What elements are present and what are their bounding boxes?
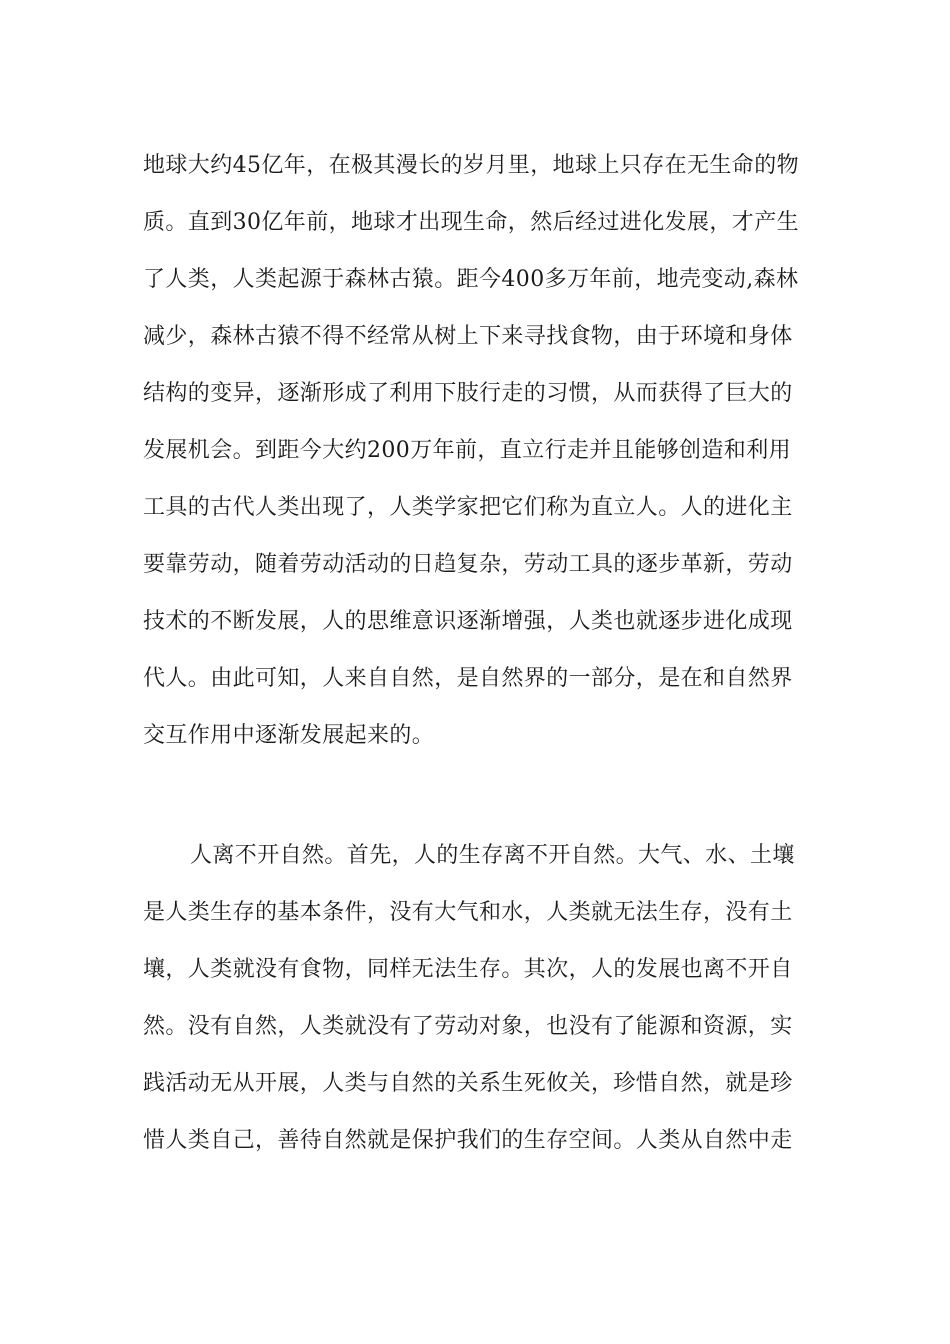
text-line: 质。直到30亿年前，地球才出现生命，然后经过进化发展，才产生 [143, 210, 799, 235]
text-line: 代人。由此可知，人来自自然，是自然界的一部分，是在和自然界 [143, 666, 793, 691]
text-line: 要靠劳动，随着劳动活动的日趋复杂，劳动工具的逐步革新，劳动 [143, 552, 793, 577]
text-line: 了人类，人类起源于森林古猿。距今400多万年前，地壳变动,森林 [143, 267, 799, 292]
text-line: 人离不开自然。首先，人的生存离不开自然。大气、水、土壤 [190, 843, 795, 868]
text-line: 壤，人类就没有食物，同样无法生存。其次，人的发展也离不开自 [143, 957, 793, 982]
text-line: 践活动无从开展，人类与自然的关系生死攸关，珍惜自然，就是珍 [143, 1071, 793, 1096]
text-line: 交互作用中逐渐发展起来的。 [143, 723, 435, 748]
text-line: 然。没有自然，人类就没有了劳动对象，也没有了能源和资源，实 [143, 1014, 793, 1039]
text-line: 地球大约45亿年，在极其漫长的岁月里，地球上只存在无生命的物 [143, 153, 799, 178]
text-line: 减少，森林古猿不得不经常从树上下来寻找食物，由于环境和身体 [143, 324, 793, 349]
text-line: 结构的变异，逐渐形成了利用下肢行走的习惯，从而获得了巨大的 [143, 381, 793, 406]
text-line: 发展机会。到距今大约200万年前，直立行走并且能够创造和利用 [143, 438, 791, 463]
text-line: 惜人类自己，善待自然就是保护我们的生存空间。人类从自然中走 [143, 1128, 793, 1153]
text-line: 技术的不断发展，人的思维意识逐渐增强，人类也就逐步进化成现 [143, 609, 793, 634]
text-line: 是人类生存的基本条件，没有大气和水，人类就无法生存，没有土 [143, 900, 793, 925]
text-line: 工具的古代人类出现了，人类学家把它们称为直立人。人的进化主 [143, 495, 793, 520]
